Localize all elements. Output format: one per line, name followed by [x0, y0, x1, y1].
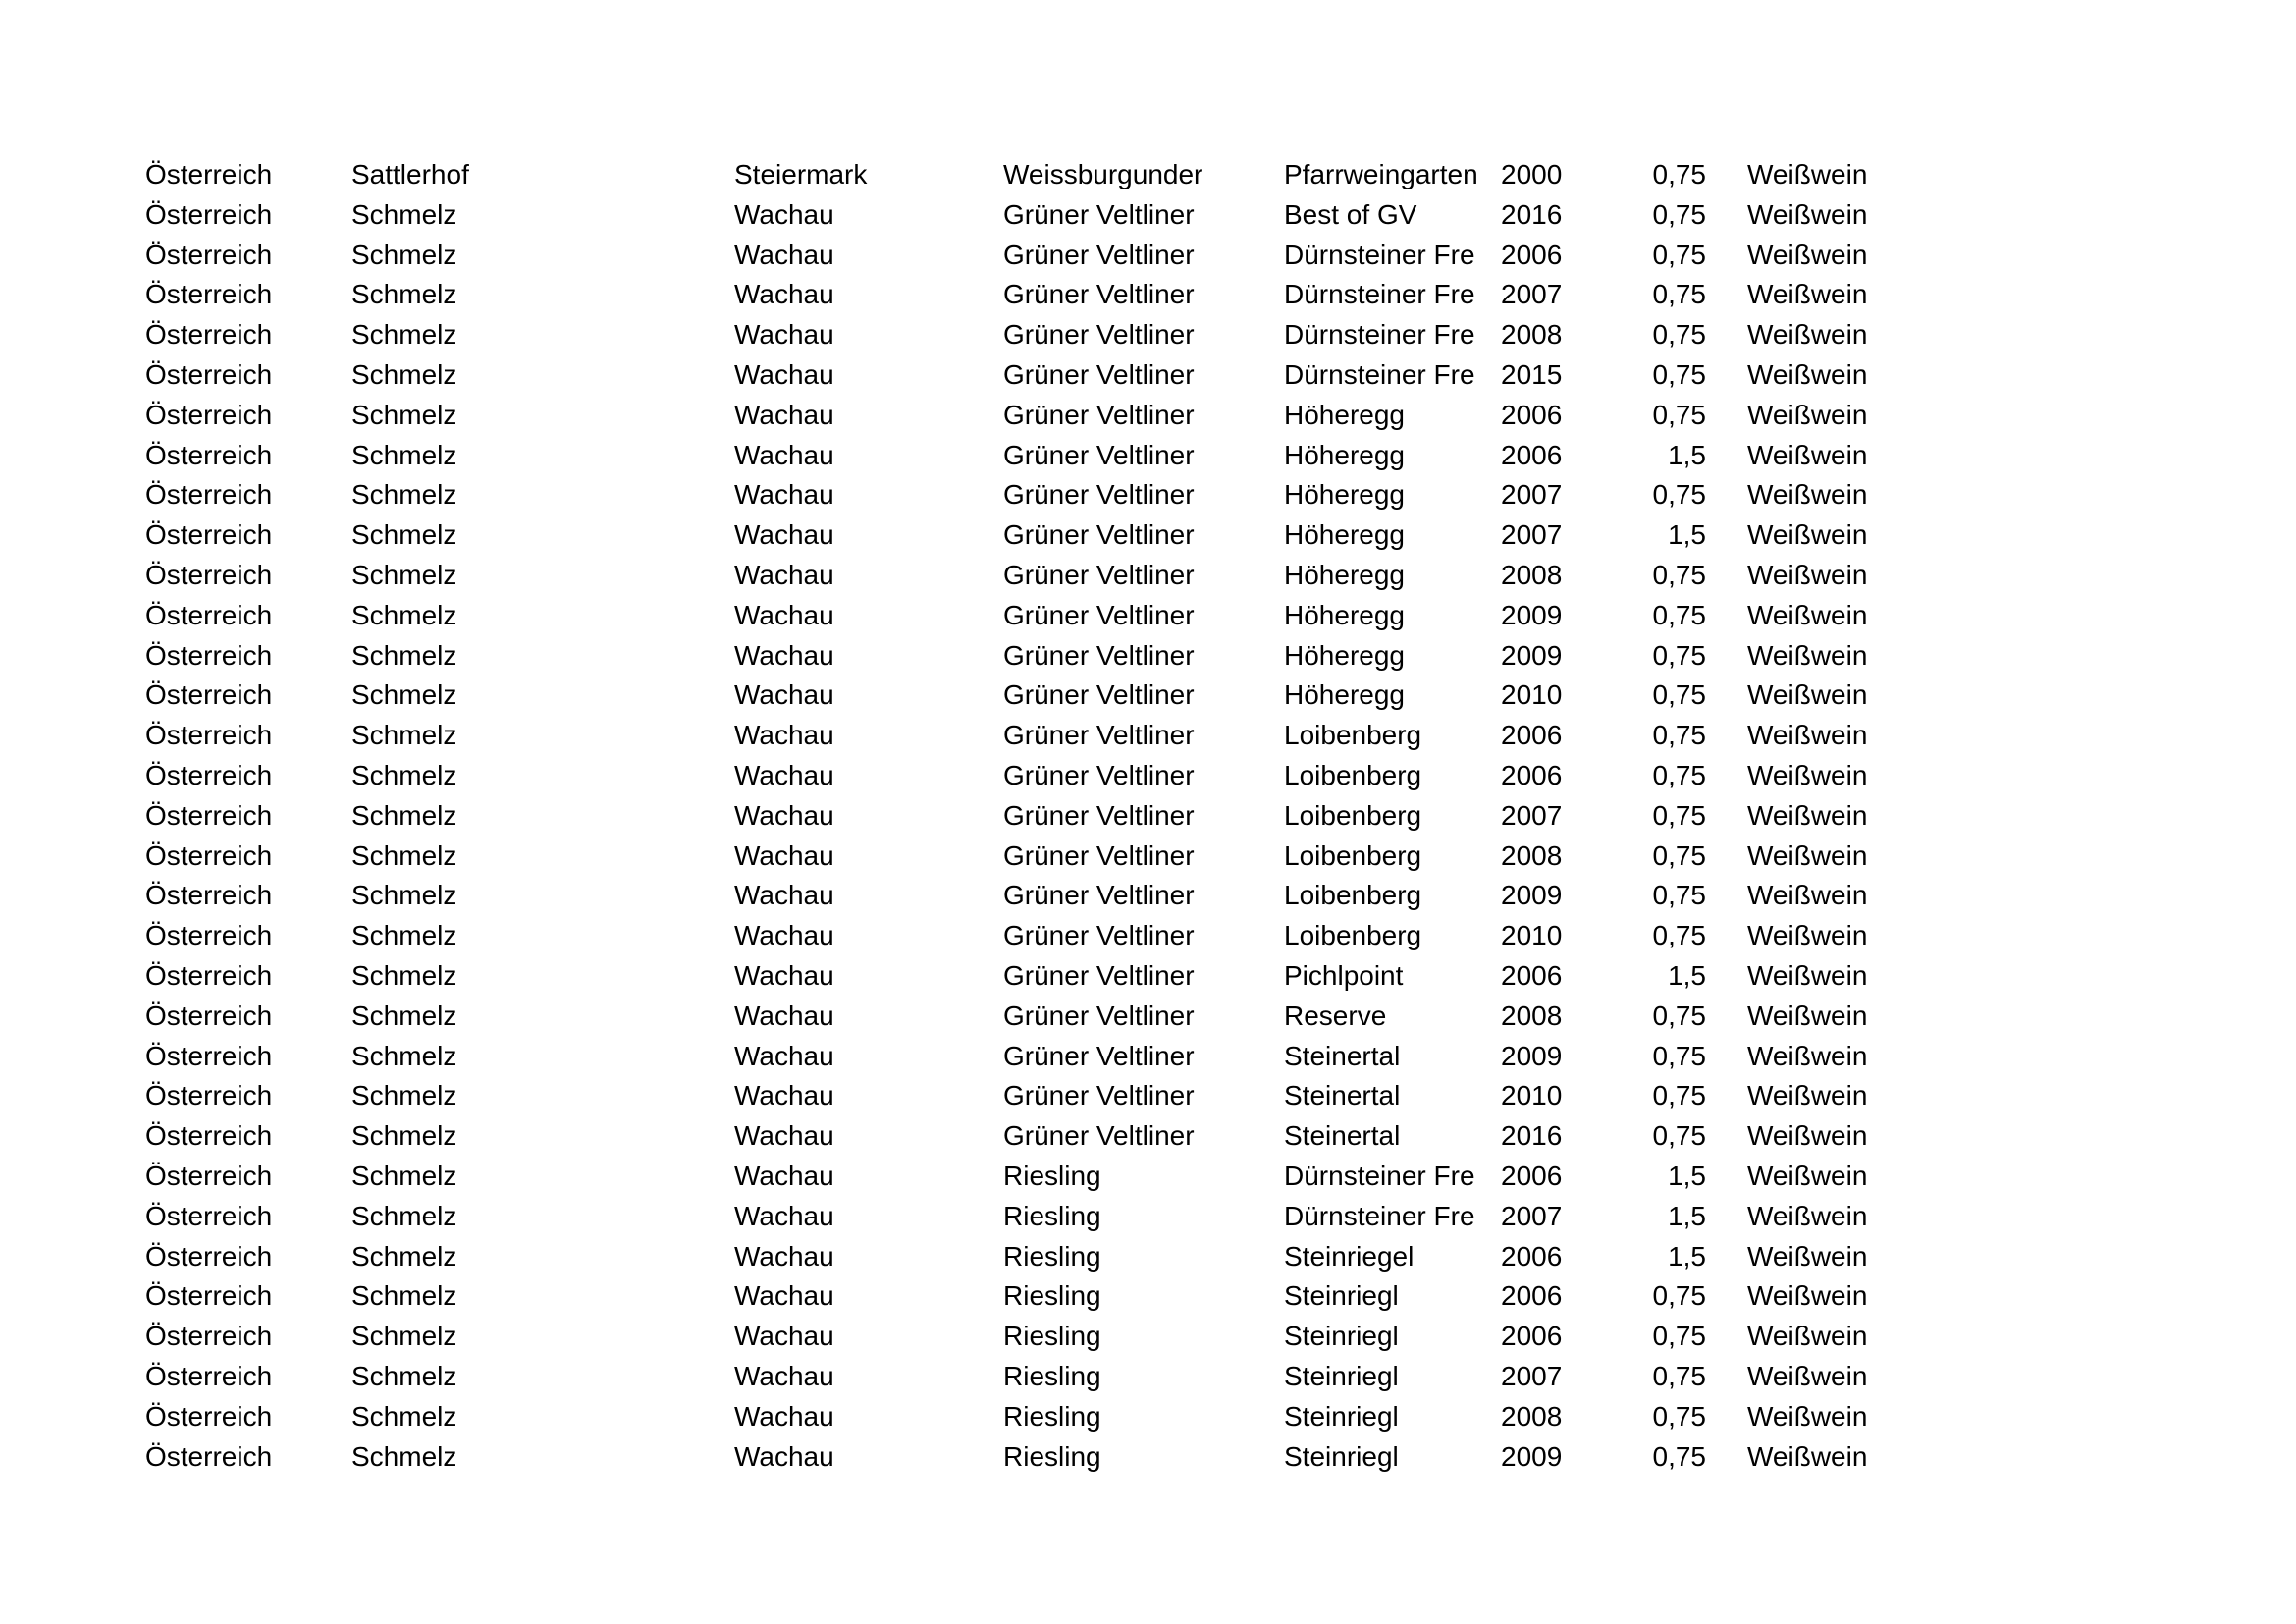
vintage-cell: 2006: [1501, 1160, 1563, 1191]
grape-cell: Riesling: [1003, 1400, 1101, 1432]
grape-cell: Riesling: [1003, 1440, 1101, 1472]
wine-name-cell: Loibenberg: [1284, 839, 1422, 871]
volume-cell: 0,75: [1652, 1360, 1706, 1391]
wine-name-cell: Pfarrweingarten: [1284, 159, 1478, 189]
country-cell: Österreich: [145, 839, 273, 871]
table-row: [145, 1116, 1912, 1157]
volume-cell: 0,75: [1652, 880, 1706, 911]
wine-name-cell: Steinriegl: [1284, 1321, 1399, 1352]
volume-cell: 0,75: [1652, 479, 1706, 511]
vintage-cell: 2008: [1501, 319, 1563, 351]
vintage-cell: 2009: [1501, 880, 1563, 911]
region-cell: Wachau: [734, 599, 834, 630]
producer-cell: Schmelz: [351, 239, 457, 270]
country-cell: Österreich: [145, 559, 273, 590]
country-cell: Österreich: [145, 1080, 273, 1111]
region-cell: Wachau: [734, 1321, 834, 1352]
producer-cell: Schmelz: [351, 839, 457, 871]
country-cell: Österreich: [145, 920, 273, 951]
grape-cell: Grüner Veltliner: [1003, 198, 1195, 230]
vintage-cell: 2006: [1501, 399, 1563, 430]
wine-type-cell: Weißwein: [1747, 720, 1868, 751]
vintage-cell: 2006: [1501, 1321, 1563, 1352]
wine-name-cell: Höheregg: [1284, 559, 1405, 590]
region-cell: Wachau: [734, 799, 834, 831]
producer-cell: Schmelz: [351, 959, 457, 991]
grape-cell: Grüner Veltliner: [1003, 839, 1195, 871]
grape-cell: Grüner Veltliner: [1003, 319, 1195, 351]
grape-cell: Grüner Veltliner: [1003, 1040, 1195, 1071]
region-cell: Wachau: [734, 1080, 834, 1111]
vintage-cell: 2006: [1501, 759, 1563, 790]
volume-cell: 0,75: [1652, 799, 1706, 831]
producer-cell: Schmelz: [351, 1440, 457, 1472]
wine-type-cell: Weißwein: [1747, 1080, 1868, 1111]
volume-cell: 0,75: [1652, 1080, 1706, 1111]
wine-type-cell: Weißwein: [1747, 959, 1868, 991]
country-cell: Österreich: [145, 1200, 273, 1231]
volume-cell: 0,75: [1652, 920, 1706, 951]
wine-name-cell: Höheregg: [1284, 599, 1405, 630]
wine-type-cell: Weißwein: [1747, 1200, 1868, 1231]
table-row: [145, 636, 1912, 677]
grape-cell: Grüner Veltliner: [1003, 959, 1195, 991]
wine-name-cell: Steinriegl: [1284, 1280, 1399, 1312]
vintage-cell: 2007: [1501, 799, 1563, 831]
table-row: [145, 475, 1912, 515]
wine-type-cell: Weißwein: [1747, 839, 1868, 871]
region-cell: Wachau: [734, 239, 834, 270]
vintage-cell: 2016: [1501, 198, 1563, 230]
wine-type-cell: Weißwein: [1747, 239, 1868, 270]
producer-cell: Schmelz: [351, 799, 457, 831]
grape-cell: Grüner Veltliner: [1003, 639, 1195, 671]
table-row: [145, 676, 1912, 716]
vintage-cell: 2006: [1501, 239, 1563, 270]
vintage-cell: 2007: [1501, 479, 1563, 511]
wine-name-cell: Dürnsteiner Fre: [1284, 319, 1475, 351]
volume-cell: 0,75: [1652, 1040, 1706, 1071]
region-cell: Wachau: [734, 880, 834, 911]
country-cell: Österreich: [145, 1400, 273, 1432]
country-cell: Österreich: [145, 1280, 273, 1312]
table-row: [145, 1076, 1912, 1116]
volume-cell: 0,75: [1652, 679, 1706, 711]
vintage-cell: 2006: [1501, 439, 1563, 470]
table-row: [145, 396, 1912, 436]
volume-cell: 1,5: [1668, 439, 1706, 470]
region-cell: Wachau: [734, 639, 834, 671]
volume-cell: 0,75: [1652, 639, 1706, 671]
country-cell: Österreich: [145, 959, 273, 991]
producer-cell: Schmelz: [351, 1360, 457, 1391]
wine-type-cell: Weißwein: [1747, 920, 1868, 951]
country-cell: Österreich: [145, 1040, 273, 1071]
grape-cell: Riesling: [1003, 1200, 1101, 1231]
wine-name-cell: Höheregg: [1284, 679, 1405, 711]
country-cell: Österreich: [145, 439, 273, 470]
wine-name-cell: Reserve: [1284, 1000, 1387, 1031]
wine-type-cell: Weißwein: [1747, 198, 1868, 230]
wine-name-cell: Loibenberg: [1284, 880, 1422, 911]
volume-cell: 0,75: [1652, 599, 1706, 630]
region-cell: Steiermark: [734, 159, 868, 189]
wine-name-cell: Loibenberg: [1284, 759, 1422, 790]
country-cell: Österreich: [145, 1321, 273, 1352]
volume-cell: 1,5: [1668, 959, 1706, 991]
volume-cell: 1,5: [1668, 1160, 1706, 1191]
wine-name-cell: Steinriegl: [1284, 1440, 1399, 1472]
table-row: [145, 837, 1912, 877]
volume-cell: 0,75: [1652, 159, 1706, 189]
volume-cell: 0,75: [1652, 1280, 1706, 1312]
region-cell: Wachau: [734, 358, 834, 390]
wine-name-cell: Steinriegel: [1284, 1240, 1415, 1272]
country-cell: Österreich: [145, 759, 273, 790]
grape-cell: Grüner Veltliner: [1003, 439, 1195, 470]
table-row: [145, 756, 1912, 796]
vintage-cell: 2009: [1501, 639, 1563, 671]
region-cell: Wachau: [734, 519, 834, 551]
producer-cell: Schmelz: [351, 279, 457, 310]
wine-name-cell: Loibenberg: [1284, 799, 1422, 831]
producer-cell: Sattlerhof: [351, 159, 469, 189]
volume-cell: 0,75: [1652, 358, 1706, 390]
country-cell: Österreich: [145, 679, 273, 711]
volume-cell: 1,5: [1668, 1240, 1706, 1272]
volume-cell: 0,75: [1652, 1440, 1706, 1472]
wine-name-cell: Höheregg: [1284, 639, 1405, 671]
producer-cell: Schmelz: [351, 759, 457, 790]
region-cell: Wachau: [734, 839, 834, 871]
vintage-cell: 2009: [1501, 599, 1563, 630]
grape-cell: Riesling: [1003, 1321, 1101, 1352]
wine-type-cell: Weißwein: [1747, 159, 1868, 189]
wine-name-cell: Steinriegl: [1284, 1360, 1399, 1391]
wine-name-cell: Loibenberg: [1284, 720, 1422, 751]
volume-cell: 1,5: [1668, 1200, 1706, 1231]
volume-cell: 0,75: [1652, 239, 1706, 270]
table-row: [145, 436, 1912, 476]
region-cell: Wachau: [734, 1440, 834, 1472]
grape-cell: Grüner Veltliner: [1003, 519, 1195, 551]
table-row: [145, 1157, 1912, 1197]
wine-name-cell: Dürnsteiner Fre: [1284, 1160, 1475, 1191]
volume-cell: 0,75: [1652, 1000, 1706, 1031]
producer-cell: Schmelz: [351, 639, 457, 671]
wine-name-cell: Höheregg: [1284, 399, 1405, 430]
table-row: [145, 515, 1912, 556]
producer-cell: Schmelz: [351, 399, 457, 430]
volume-cell: 0,75: [1652, 1321, 1706, 1352]
wine-name-cell: Steinertal: [1284, 1040, 1401, 1071]
table-row: [145, 355, 1912, 396]
wine-type-cell: Weißwein: [1747, 799, 1868, 831]
country-cell: Österreich: [145, 599, 273, 630]
region-cell: Wachau: [734, 198, 834, 230]
table-row: [145, 1397, 1912, 1437]
table-row: [145, 195, 1912, 236]
grape-cell: Grüner Veltliner: [1003, 1000, 1195, 1031]
country-cell: Österreich: [145, 1240, 273, 1272]
grape-cell: Grüner Veltliner: [1003, 358, 1195, 390]
table-row: [145, 596, 1912, 636]
grape-cell: Riesling: [1003, 1240, 1101, 1272]
producer-cell: Schmelz: [351, 1120, 457, 1152]
country-cell: Österreich: [145, 1120, 273, 1152]
volume-cell: 0,75: [1652, 559, 1706, 590]
country-cell: Österreich: [145, 799, 273, 831]
country-cell: Österreich: [145, 319, 273, 351]
region-cell: Wachau: [734, 439, 834, 470]
grape-cell: Grüner Veltliner: [1003, 239, 1195, 270]
table-row: [145, 876, 1912, 916]
wine-type-cell: Weißwein: [1747, 1400, 1868, 1432]
vintage-cell: 2000: [1501, 159, 1563, 189]
region-cell: Wachau: [734, 1280, 834, 1312]
region-cell: Wachau: [734, 559, 834, 590]
table-row: [145, 1197, 1912, 1237]
table-row: [145, 1317, 1912, 1357]
grape-cell: Grüner Veltliner: [1003, 679, 1195, 711]
producer-cell: Schmelz: [351, 1200, 457, 1231]
country-cell: Österreich: [145, 1160, 273, 1191]
producer-cell: Schmelz: [351, 1321, 457, 1352]
vintage-cell: 2006: [1501, 959, 1563, 991]
vintage-cell: 2008: [1501, 559, 1563, 590]
country-cell: Österreich: [145, 1360, 273, 1391]
producer-cell: Schmelz: [351, 1000, 457, 1031]
wine-type-cell: Weißwein: [1747, 1360, 1868, 1391]
region-cell: Wachau: [734, 1400, 834, 1432]
grape-cell: Grüner Veltliner: [1003, 759, 1195, 790]
producer-cell: Schmelz: [351, 1040, 457, 1071]
region-cell: Wachau: [734, 1040, 834, 1071]
wine-type-cell: Weißwein: [1747, 599, 1868, 630]
table-row: [145, 556, 1912, 596]
wine-name-cell: Dürnsteiner Fre: [1284, 279, 1475, 310]
wine-type-cell: Weißwein: [1747, 1440, 1868, 1472]
volume-cell: 0,75: [1652, 759, 1706, 790]
volume-cell: 0,75: [1652, 198, 1706, 230]
table-row: [145, 1276, 1912, 1317]
table-row: [145, 956, 1912, 997]
volume-cell: 0,75: [1652, 839, 1706, 871]
grape-cell: Riesling: [1003, 1360, 1101, 1391]
wine-type-cell: Weißwein: [1747, 319, 1868, 351]
country-cell: Österreich: [145, 1440, 273, 1472]
volume-cell: 0,75: [1652, 720, 1706, 751]
country-cell: Österreich: [145, 358, 273, 390]
table-row: [145, 1037, 1912, 1077]
region-cell: Wachau: [734, 1240, 834, 1272]
grape-cell: Grüner Veltliner: [1003, 399, 1195, 430]
vintage-cell: 2010: [1501, 920, 1563, 951]
producer-cell: Schmelz: [351, 599, 457, 630]
table-row: [145, 1437, 1912, 1478]
wine-type-cell: Weißwein: [1747, 1160, 1868, 1191]
wine-name-cell: Dürnsteiner Fre: [1284, 358, 1475, 390]
table-row: [145, 796, 1912, 837]
region-cell: Wachau: [734, 319, 834, 351]
region-cell: Wachau: [734, 1360, 834, 1391]
volume-cell: 0,75: [1652, 1400, 1706, 1432]
country-cell: Österreich: [145, 720, 273, 751]
country-cell: Österreich: [145, 239, 273, 270]
producer-cell: Schmelz: [351, 358, 457, 390]
vintage-cell: 2007: [1501, 279, 1563, 310]
table-row: [145, 916, 1912, 956]
table-row: [145, 997, 1912, 1037]
table-row: [145, 275, 1912, 315]
region-cell: Wachau: [734, 759, 834, 790]
wine-type-cell: Weißwein: [1747, 679, 1868, 711]
grape-cell: Grüner Veltliner: [1003, 1120, 1195, 1152]
region-cell: Wachau: [734, 399, 834, 430]
region-cell: Wachau: [734, 1120, 834, 1152]
producer-cell: Schmelz: [351, 1400, 457, 1432]
grape-cell: Weissburgunder: [1003, 159, 1203, 189]
wine-type-cell: Weißwein: [1747, 1280, 1868, 1312]
wine-type-cell: Weißwein: [1747, 559, 1868, 590]
vintage-cell: 2006: [1501, 1280, 1563, 1312]
vintage-cell: 2007: [1501, 519, 1563, 551]
wine-type-cell: Weißwein: [1747, 1321, 1868, 1352]
volume-cell: 0,75: [1652, 319, 1706, 351]
producer-cell: Schmelz: [351, 920, 457, 951]
volume-cell: 0,75: [1652, 279, 1706, 310]
producer-cell: Schmelz: [351, 1080, 457, 1111]
wine-list-sheet: [145, 155, 1912, 1477]
wine-name-cell: Höheregg: [1284, 519, 1405, 551]
grape-cell: Grüner Veltliner: [1003, 479, 1195, 511]
wine-type-cell: Weißwein: [1747, 358, 1868, 390]
vintage-cell: 2008: [1501, 1400, 1563, 1432]
wine-type-cell: Weißwein: [1747, 1120, 1868, 1152]
wine-name-cell: Steinertal: [1284, 1080, 1401, 1111]
producer-cell: Schmelz: [351, 679, 457, 711]
grape-cell: Riesling: [1003, 1160, 1101, 1191]
wine-name-cell: Steinriegl: [1284, 1400, 1399, 1432]
country-cell: Österreich: [145, 279, 273, 310]
grape-cell: Grüner Veltliner: [1003, 599, 1195, 630]
producer-cell: Schmelz: [351, 319, 457, 351]
grape-cell: Grüner Veltliner: [1003, 559, 1195, 590]
country-cell: Österreich: [145, 198, 273, 230]
region-cell: Wachau: [734, 959, 834, 991]
volume-cell: 0,75: [1652, 399, 1706, 430]
wine-type-cell: Weißwein: [1747, 759, 1868, 790]
wine-type-cell: Weißwein: [1747, 1000, 1868, 1031]
region-cell: Wachau: [734, 920, 834, 951]
producer-cell: Schmelz: [351, 880, 457, 911]
wine-type-cell: Weißwein: [1747, 639, 1868, 671]
vintage-cell: 2015: [1501, 358, 1563, 390]
grape-cell: Grüner Veltliner: [1003, 880, 1195, 911]
country-cell: Österreich: [145, 639, 273, 671]
region-cell: Wachau: [734, 720, 834, 751]
vintage-cell: 2007: [1501, 1360, 1563, 1391]
country-cell: Österreich: [145, 519, 273, 551]
country-cell: Österreich: [145, 479, 273, 511]
wine-name-cell: Steinertal: [1284, 1120, 1401, 1152]
table-row: [145, 155, 1912, 195]
wine-type-cell: Weißwein: [1747, 479, 1868, 511]
wine-name-cell: Pichlpoint: [1284, 959, 1404, 991]
region-cell: Wachau: [734, 1160, 834, 1191]
wine-name-cell: Best of GV: [1284, 198, 1417, 230]
wine-type-cell: Weißwein: [1747, 880, 1868, 911]
vintage-cell: 2008: [1501, 1000, 1563, 1031]
country-cell: Österreich: [145, 159, 273, 189]
table-row: [145, 315, 1912, 355]
wine-name-cell: Dürnsteiner Fre: [1284, 239, 1475, 270]
vintage-cell: 2010: [1501, 1080, 1563, 1111]
country-cell: Österreich: [145, 399, 273, 430]
producer-cell: Schmelz: [351, 519, 457, 551]
grape-cell: Grüner Veltliner: [1003, 720, 1195, 751]
region-cell: Wachau: [734, 1200, 834, 1231]
producer-cell: Schmelz: [351, 1160, 457, 1191]
region-cell: Wachau: [734, 279, 834, 310]
region-cell: Wachau: [734, 679, 834, 711]
producer-cell: Schmelz: [351, 720, 457, 751]
volume-cell: 0,75: [1652, 1120, 1706, 1152]
grape-cell: Grüner Veltliner: [1003, 1080, 1195, 1111]
vintage-cell: 2016: [1501, 1120, 1563, 1152]
volume-cell: 1,5: [1668, 519, 1706, 551]
country-cell: Österreich: [145, 1000, 273, 1031]
table-row: [145, 1357, 1912, 1397]
wine-type-cell: Weißwein: [1747, 399, 1868, 430]
wine-name-cell: Dürnsteiner Fre: [1284, 1200, 1475, 1231]
producer-cell: Schmelz: [351, 439, 457, 470]
table-row: [145, 716, 1912, 756]
wine-type-cell: Weißwein: [1747, 439, 1868, 470]
producer-cell: Schmelz: [351, 1240, 457, 1272]
grape-cell: Riesling: [1003, 1280, 1101, 1312]
country-cell: Österreich: [145, 880, 273, 911]
producer-cell: Schmelz: [351, 559, 457, 590]
wine-type-cell: Weißwein: [1747, 519, 1868, 551]
region-cell: Wachau: [734, 1000, 834, 1031]
region-cell: Wachau: [734, 479, 834, 511]
wine-name-cell: Höheregg: [1284, 479, 1405, 511]
wine-type-cell: Weißwein: [1747, 279, 1868, 310]
vintage-cell: 2006: [1501, 1240, 1563, 1272]
wine-name-cell: Loibenberg: [1284, 920, 1422, 951]
grape-cell: Grüner Veltliner: [1003, 920, 1195, 951]
vintage-cell: 2008: [1501, 839, 1563, 871]
wine-name-cell: Höheregg: [1284, 439, 1405, 470]
grape-cell: Grüner Veltliner: [1003, 799, 1195, 831]
producer-cell: Schmelz: [351, 1280, 457, 1312]
grape-cell: Grüner Veltliner: [1003, 279, 1195, 310]
table-row: [145, 236, 1912, 276]
wine-type-cell: Weißwein: [1747, 1040, 1868, 1071]
vintage-cell: 2007: [1501, 1200, 1563, 1231]
vintage-cell: 2009: [1501, 1440, 1563, 1472]
vintage-cell: 2006: [1501, 720, 1563, 751]
vintage-cell: 2009: [1501, 1040, 1563, 1071]
producer-cell: Schmelz: [351, 479, 457, 511]
vintage-cell: 2010: [1501, 679, 1563, 711]
producer-cell: Schmelz: [351, 198, 457, 230]
table-row: [145, 1237, 1912, 1277]
wine-type-cell: Weißwein: [1747, 1240, 1868, 1272]
